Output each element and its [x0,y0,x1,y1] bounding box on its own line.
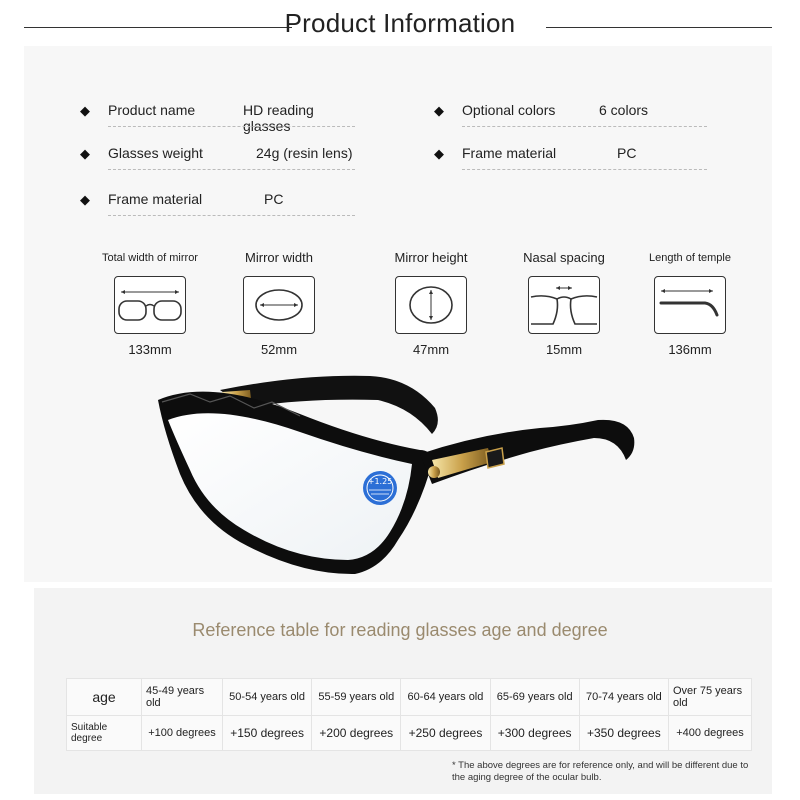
age-cell: 55-59 years old [312,679,401,716]
spec-label: Product name [108,102,196,118]
diamond-bullet-icon: ◆ [80,146,90,161]
spec-value: PC [617,145,637,161]
table-row [67,679,752,716]
dimension-title: Length of temple [649,252,731,264]
spec-underline [108,215,355,216]
spec-product-name [80,100,355,134]
spec-value: HD reading glasses [243,102,314,134]
spec-underline [108,169,355,170]
dimension-value: 47mm [412,342,450,357]
diamond-bullet-icon: ◆ [434,146,444,161]
dimension-value: 136mm [668,342,712,357]
diamond-bullet-icon: ◆ [80,192,90,207]
dimension-nasal-spacing [499,248,629,357]
age-cell: 60-64 years old [401,679,490,716]
nasal-spacing-diagram-icon [528,276,600,334]
dimension-mirror-width [214,248,344,357]
degree-cell: +250 degrees [401,716,490,751]
reference-table [66,678,752,751]
table-row [67,716,752,751]
degree-cell: +400 degrees [669,716,752,751]
row-header-age: age [67,679,142,716]
lens-sticker-text: +1.25 [367,477,393,486]
dimension-value: 15mm [545,342,583,357]
spec-underline [108,126,355,127]
mirror-width-diagram-icon [243,276,315,334]
spec-frame-material-left [80,189,355,219]
temple-length-diagram-icon [654,276,726,334]
reference-note: * The above degrees are for reference only, and will be different due to the aging degree of the ocular bulb. [452,760,749,783]
mirror-height-diagram-icon [395,276,467,334]
age-cell: Over 75 years old [669,679,752,716]
dimension-value: 52mm [260,342,298,357]
spec-glasses-weight [80,143,355,173]
spec-frame-material-right [434,143,707,173]
dimension-mirror-height [366,248,496,357]
row-header-degree: Suitable degree [67,716,142,751]
degree-cell: +200 degrees [312,716,401,751]
spec-label: Optional colors [462,102,556,118]
reference-title: Reference table for reading glasses age and degree [192,620,608,640]
age-cell: 70-74 years old [579,679,668,716]
dimension-title: Nasal spacing [523,250,605,265]
product-glasses-image [150,368,650,583]
spec-value: 6 colors [599,102,649,118]
spec-value: PC [264,191,284,207]
dimension-value: 133mm [128,342,172,357]
spec-label: Frame material [462,145,557,161]
spec-value: 24g (resin lens) [256,145,353,161]
total-width-diagram-icon [114,276,186,334]
age-cell: 45-49 years old [142,679,223,716]
spec-underline [462,126,707,127]
degree-cell: +350 degrees [579,716,668,751]
spec-label: Frame material [108,191,203,207]
age-cell: 50-54 years old [223,679,312,716]
degree-cell: +300 degrees [490,716,579,751]
dimension-total-width [85,248,215,357]
age-cell: 65-69 years old [490,679,579,716]
dimension-title: Total width of mirror [102,252,198,264]
spec-label: Glasses weight [108,145,203,161]
dimension-temple-length [625,248,755,357]
degree-cell: +150 degrees [223,716,312,751]
dimension-title: Mirror width [245,250,313,265]
page-title: Product Information [284,8,516,38]
degree-cell: +100 degrees [142,716,223,751]
diamond-bullet-icon: ◆ [434,103,444,118]
spec-optional-colors [434,100,707,130]
diamond-bullet-icon: ◆ [80,103,90,118]
spec-underline [462,169,707,170]
dimension-title: Mirror height [394,250,468,265]
